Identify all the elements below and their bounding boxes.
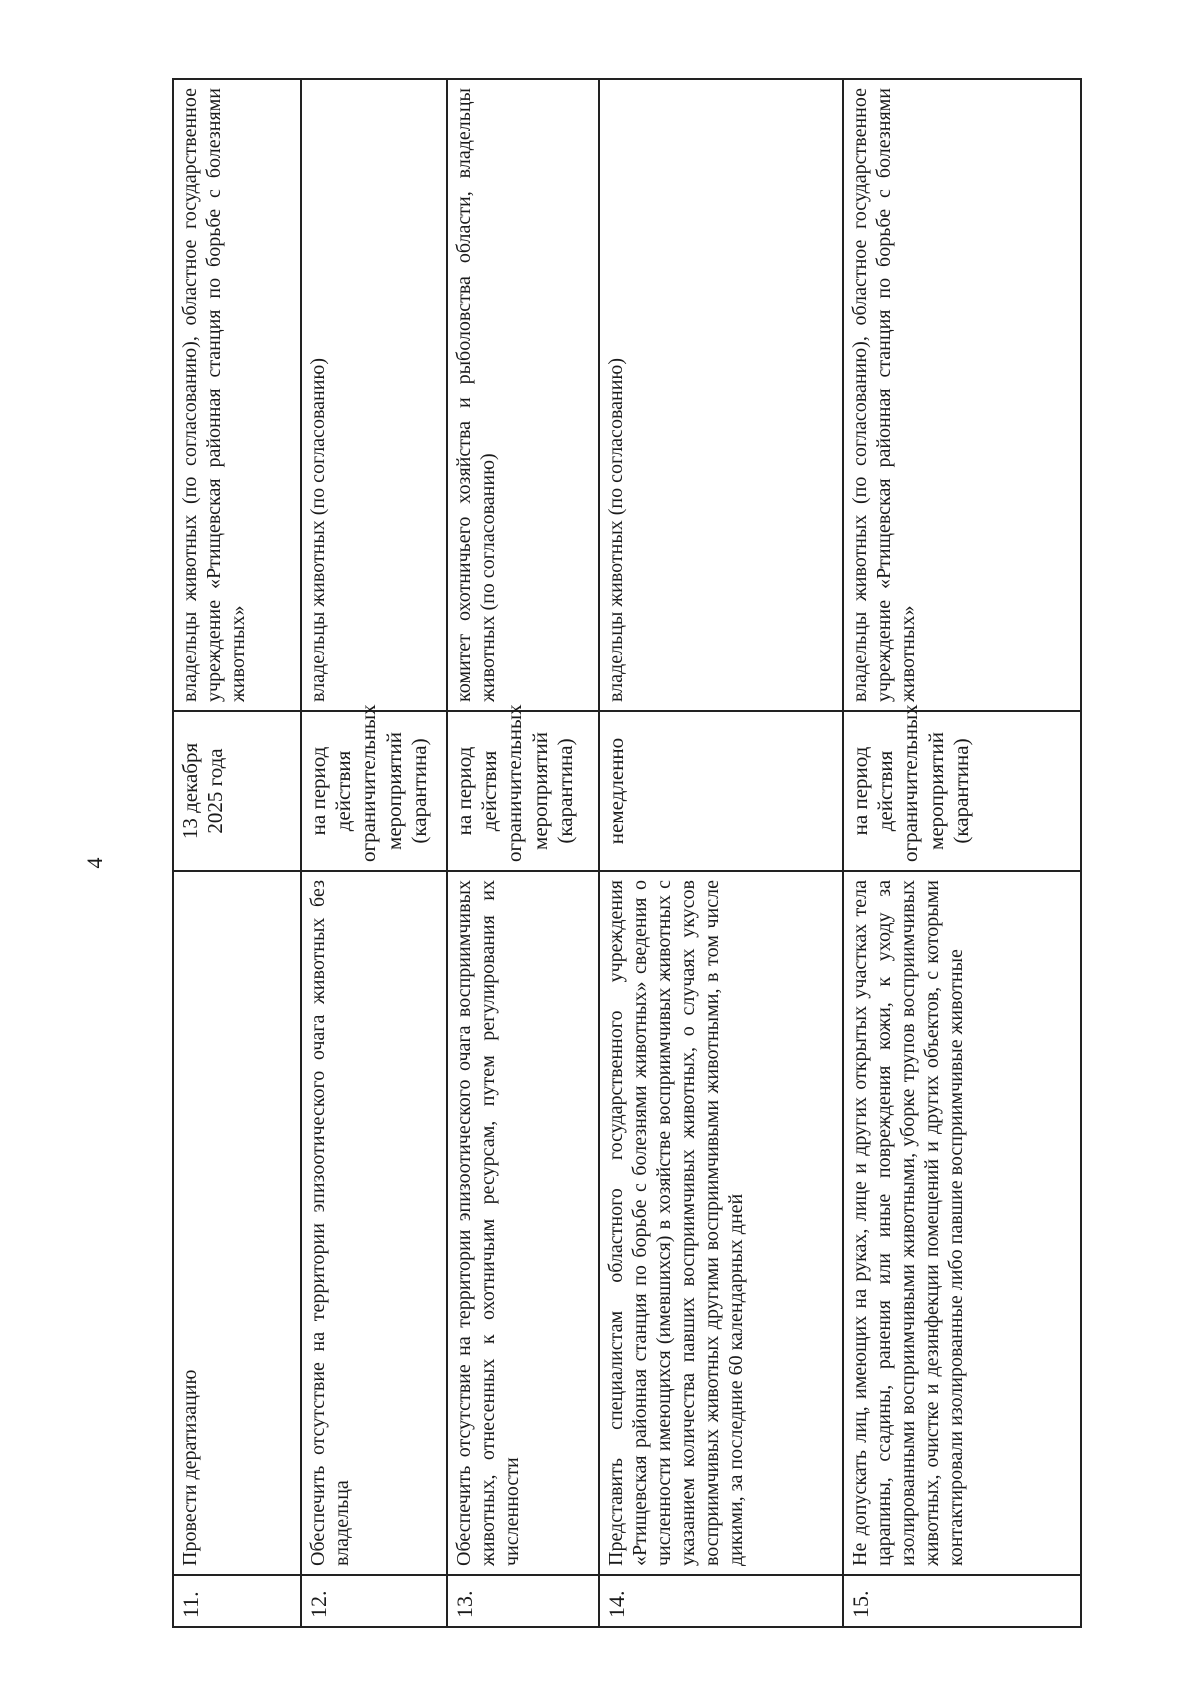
deadline: на период действия ограничительных мероприятий (карантина) <box>447 711 599 871</box>
row-number: 15. <box>843 1575 1081 1627</box>
responsible-parties: владельцы животных (по согласованию) <box>301 79 447 711</box>
table-row <box>447 79 599 1627</box>
table-row <box>173 79 301 1627</box>
table-row <box>843 79 1081 1627</box>
responsible-parties: комитет охотничьего хозяйства и рыболовства области, владельцы животных (по согласованию) <box>447 79 599 711</box>
deadline: немедленно <box>599 711 843 871</box>
deadline: на период действия ограничительных мероприятий (карантина) <box>843 711 1081 871</box>
table-row <box>599 79 843 1627</box>
row-number: 11. <box>173 1575 301 1627</box>
deadline: на период действия ограничительных мероприятий (карантина) <box>301 711 447 871</box>
measures-table-container <box>172 80 1080 1628</box>
row-number: 14. <box>599 1575 843 1627</box>
responsible-parties: владельцы животных (по согласованию) <box>599 79 843 711</box>
measure-text: Обеспечить отсутствие на территории эпизоотического очага животных без владельца <box>301 871 447 1575</box>
measures-table <box>172 78 1082 1628</box>
responsible-parties: владельцы животных (по согласованию), областное государственное учреждение «Ртищевская районная станция по борьбе с болезнями животных» <box>843 79 1081 711</box>
table-row <box>301 79 447 1627</box>
responsible-parties: владельцы животных (по согласованию), областное государственное учреждение «Ртищевская районная станция по борьбе с болезнями животных» <box>173 79 301 711</box>
measure-text: Провести дератизацию <box>173 871 301 1575</box>
measure-text: Не допускать лиц, имеющих на руках, лице и других открытых участках тела царапины, ссадины, ранения или иные повреждения кожи, к уходу за изолированными восприимчивыми животными, уборке трупов восприимчивых животных, очистке и дезинфекции помещений и других объектов, с которыми контактировали изолированные либо павшие восприимчивые животные <box>843 871 1081 1575</box>
measure-text: Представить специалистам областного государственного учреждения «Ртищевская районная станция по борьбе с болезнями животных» сведения о численности имеющихся (имевшихся) в хозяйстве восприимчивых животных с указанием количества павших восприимчивых животных, о случаях укусов восприимчивых животных другими восприимчивыми животными, в том числе дикими, за последние 60 календарных дней <box>599 871 843 1575</box>
row-number: 12. <box>301 1575 447 1627</box>
deadline: 13 декабря 2025 года <box>173 711 301 871</box>
page-number: 4 <box>82 857 107 869</box>
row-number: 13. <box>447 1575 599 1627</box>
measure-text: Обеспечить отсутствие на территории эпизоотического очага восприимчивых животных, отнесенных к охотничьим ресурсам, путем регулирования их численности <box>447 871 599 1575</box>
